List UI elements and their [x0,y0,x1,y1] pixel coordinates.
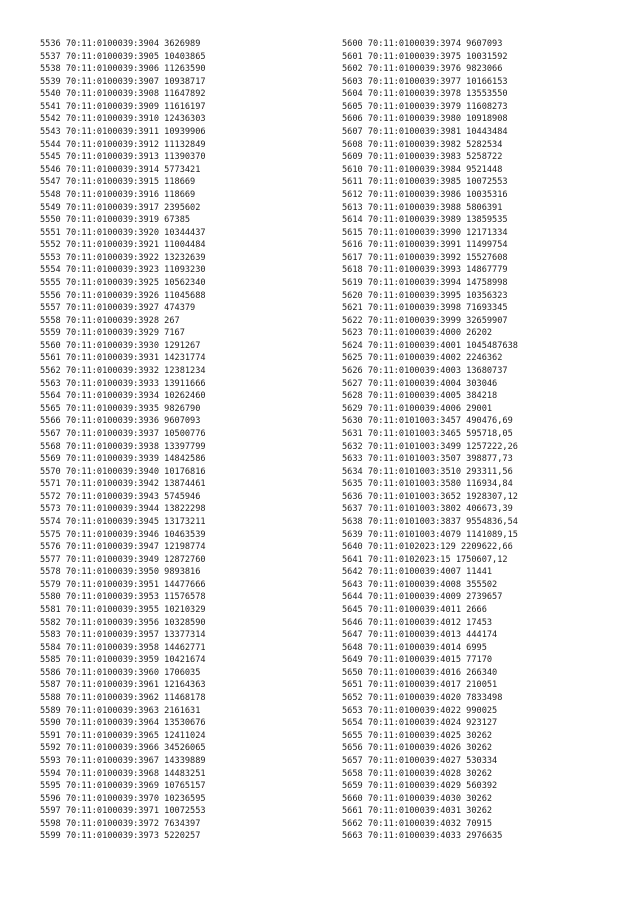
record-row: 5656 70:11:0100039:4026 30262 [342,743,493,754]
record-row: 5614 70:11:0100039:3989 13859535 [342,215,508,226]
record-row: 5571 70:11:0100039:3942 13874461 [40,479,206,490]
record-row: 5577 70:11:0100039:3949 12872760 [40,554,206,565]
record-row: 5542 70:11:0100039:3910 12436303 [40,114,206,125]
record-row: 5618 70:11:0100039:3993 14867779 [342,265,508,276]
record-row: 5628 70:11:0100039:4005 384218 [342,391,498,402]
record-row: 5651 70:11:0100039:4017 210051 [342,680,498,691]
record-row: 5554 70:11:0100039:3923 11093230 [40,265,206,276]
record-row: 5561 70:11:0100039:3931 14231774 [40,353,206,364]
record-row: 5619 70:11:0100039:3994 14758998 [342,277,508,288]
record-row: 5609 70:11:0100039:3983 5258722 [342,152,503,163]
record-row: 5544 70:11:0100039:3912 11132849 [40,139,206,150]
record-row: 5551 70:11:0100039:3920 10344437 [40,227,206,238]
record-row: 5598 70:11:0100039:3972 7634397 [40,818,201,829]
record-row: 5558 70:11:0100039:3928 267 [40,315,180,326]
record-row: 5655 70:11:0100039:4025 30262 [342,730,493,741]
record-row: 5594 70:11:0100039:3968 14483251 [40,768,206,779]
record-row: 5567 70:11:0100039:3937 10500776 [40,428,206,439]
record-row: 5539 70:11:0100039:3907 10938717 [40,76,206,87]
record-row: 5548 70:11:0100039:3916 118669 [40,189,196,200]
record-row: 5623 70:11:0100039:4000 26202 [342,328,493,339]
record-row: 5637 70:11:0101003:3802 406673,39 [342,504,513,515]
record-row: 5574 70:11:0100039:3945 13173211 [40,516,206,527]
record-row: 5584 70:11:0100039:3958 14462771 [40,642,206,653]
record-row: 5654 70:11:0100039:4024 923127 [342,718,498,729]
record-row: 5588 70:11:0100039:3962 11468178 [40,693,206,704]
record-row: 5652 70:11:0100039:4020 7833498 [342,693,503,704]
record-row: 5543 70:11:0100039:3911 10939906 [40,127,206,138]
record-row: 5562 70:11:0100039:3932 12381234 [40,366,206,377]
record-row: 5622 70:11:0100039:3999 32659907 [342,315,508,326]
record-row: 5547 70:11:0100039:3915 118669 [40,177,196,188]
record-row: 5566 70:11:0100039:3936 9607093 [40,416,201,427]
record-row: 5545 70:11:0100039:3913 11390370 [40,152,206,163]
record-row: 5649 70:11:0100039:4015 77170 [342,655,493,666]
record-row: 5540 70:11:0100039:3908 11647892 [40,89,206,100]
record-row: 5636 70:11:0101003:3652 1928307,12 [342,491,518,502]
record-row: 5658 70:11:0100039:4028 30262 [342,768,493,779]
record-row: 5553 70:11:0100039:3922 13232639 [40,252,206,263]
record-row: 5644 70:11:0100039:4009 2739657 [342,592,503,603]
record-row: 5647 70:11:0100039:4013 444174 [342,630,498,641]
record-row: 5608 70:11:0100039:3982 5282534 [342,139,503,150]
record-row: 5578 70:11:0100039:3950 9893816 [40,567,201,578]
record-row: 5663 70:11:0100039:4033 2976635 [342,831,503,842]
record-row: 5613 70:11:0100039:3988 5806391 [342,202,503,213]
record-row: 5645 70:11:0100039:4011 2666 [342,605,487,616]
record-row: 5576 70:11:0100039:3947 12198774 [40,542,206,553]
record-row: 5569 70:11:0100039:3939 14842586 [40,454,206,465]
record-row: 5600 70:11:0100039:3974 9607093 [342,39,503,49]
record-row: 5573 70:11:0100039:3944 13822298 [40,504,206,515]
record-row: 5638 70:11:0101003:3837 9554836,54 [342,516,518,527]
record-row: 5621 70:11:0100039:3998 71693345 [342,303,508,314]
record-row: 5632 70:11:0101003:3499 1257222,26 [342,441,518,452]
record-row: 5580 70:11:0100039:3953 11576578 [40,592,206,603]
record-row: 5635 70:11:0101003:3580 116934,84 [342,479,513,490]
record-row: 5572 70:11:0100039:3943 5745946 [40,491,201,502]
right-column [342,38,518,843]
record-row: 5616 70:11:0100039:3991 11499754 [342,240,508,251]
record-row: 5617 70:11:0100039:3992 15527608 [342,252,508,263]
record-row: 5611 70:11:0100039:3985 10072553 [342,177,508,188]
record-row: 5603 70:11:0100039:3977 10166153 [342,76,508,87]
record-row: 5575 70:11:0100039:3946 10463539 [40,529,206,540]
record-row: 5589 70:11:0100039:3963 2161631 [40,705,201,716]
record-row: 5627 70:11:0100039:4004 303046 [342,378,498,389]
record-row: 5590 70:11:0100039:3964 13530676 [40,718,206,729]
record-row: 5585 70:11:0100039:3959 10421674 [40,655,206,666]
record-row: 5537 70:11:0100039:3905 10403865 [40,51,206,62]
record-row: 5634 70:11:0101003:3510 293311,56 [342,466,513,477]
record-row: 5630 70:11:0101003:3457 490476,69 [342,416,513,427]
record-row: 5625 70:11:0100039:4002 2246362 [342,353,503,364]
record-row: 5615 70:11:0100039:3990 12171334 [342,227,508,238]
record-row: 5610 70:11:0100039:3984 9521448 [342,164,503,175]
record-row: 5639 70:11:0101003:4079 1141089,15 [342,529,518,540]
record-row: 5560 70:11:0100039:3930 1291267 [40,340,201,351]
record-row: 5659 70:11:0100039:4029 560392 [342,781,498,792]
record-row: 5602 70:11:0100039:3976 9823066 [342,64,503,75]
record-row: 5642 70:11:0100039:4007 11441 [342,567,493,578]
record-row: 5648 70:11:0100039:4014 6995 [342,642,487,653]
record-row: 5563 70:11:0100039:3933 13911666 [40,378,206,389]
record-row: 5650 70:11:0100039:4016 266340 [342,667,498,678]
record-row: 5550 70:11:0100039:3919 67385 [40,215,191,226]
record-row: 5596 70:11:0100039:3970 10236595 [40,793,206,804]
record-row: 5570 70:11:0100039:3940 10176816 [40,466,206,477]
record-row: 5626 70:11:0100039:4003 13680737 [342,366,508,377]
record-row: 5587 70:11:0100039:3961 12164363 [40,680,206,691]
record-row: 5557 70:11:0100039:3927 474379 [40,303,196,314]
record-row: 5595 70:11:0100039:3969 10765157 [40,781,206,792]
record-row: 5559 70:11:0100039:3929 7167 [40,328,185,339]
record-row: 5646 70:11:0100039:4012 17453 [342,617,493,628]
record-row: 5606 70:11:0100039:3980 10918908 [342,114,508,125]
record-row: 5549 70:11:0100039:3917 2395602 [40,202,201,213]
record-row: 5592 70:11:0100039:3966 34526065 [40,743,206,754]
record-row: 5605 70:11:0100039:3979 11608273 [342,101,508,112]
record-row: 5586 70:11:0100039:3960 1706035 [40,667,201,678]
record-row: 5601 70:11:0100039:3975 10031592 [342,51,508,62]
record-row: 5607 70:11:0100039:3981 10443484 [342,127,508,138]
record-row: 5661 70:11:0100039:4031 30262 [342,806,493,817]
record-row: 5541 70:11:0100039:3909 11616197 [40,101,206,112]
record-row: 5538 70:11:0100039:3906 11263590 [40,64,206,75]
record-row: 5581 70:11:0100039:3955 10210329 [40,605,206,616]
record-row: 5633 70:11:0101003:3507 398877,73 [342,454,513,465]
record-row: 5662 70:11:0100039:4032 70915 [342,818,493,829]
record-row: 5564 70:11:0100039:3934 10262460 [40,391,206,402]
record-row: 5579 70:11:0100039:3951 14477666 [40,579,206,590]
record-row: 5620 70:11:0100039:3995 10356323 [342,290,508,301]
record-row: 5582 70:11:0100039:3956 10328590 [40,617,206,628]
record-row: 5593 70:11:0100039:3967 14339889 [40,755,206,766]
record-row: 5657 70:11:0100039:4027 530334 [342,755,498,766]
record-row: 5629 70:11:0100039:4006 29001 [342,403,493,414]
record-row: 5640 70:11:0102023:129 2209622,66 [342,542,513,553]
record-row: 5612 70:11:0100039:3986 10035316 [342,189,508,200]
record-row: 5641 70:11:0102023:15 1750607,12 [342,554,508,565]
record-row: 5583 70:11:0100039:3957 13377314 [40,630,206,641]
record-row: 5536 70:11:0100039:3904 3626989 [40,39,201,49]
record-row: 5555 70:11:0100039:3925 10562340 [40,277,206,288]
record-row: 5631 70:11:0101003:3465 595718,05 [342,428,513,439]
left-column [40,38,206,843]
record-row: 5552 70:11:0100039:3921 11004484 [40,240,206,251]
record-row: 5653 70:11:0100039:4022 990025 [342,705,498,716]
record-row: 5591 70:11:0100039:3965 12411024 [40,730,206,741]
record-row: 5660 70:11:0100039:4030 30262 [342,793,493,804]
record-row: 5556 70:11:0100039:3926 11045688 [40,290,206,301]
record-row: 5546 70:11:0100039:3914 5773421 [40,164,201,175]
record-row: 5643 70:11:0100039:4008 355502 [342,579,498,590]
record-row: 5599 70:11:0100039:3973 5220257 [40,831,201,842]
record-row: 5565 70:11:0100039:3935 9826790 [40,403,201,414]
record-row: 5568 70:11:0100039:3938 13397799 [40,441,206,452]
record-row: 5604 70:11:0100039:3978 13553550 [342,89,508,100]
record-row: 5597 70:11:0100039:3971 10072553 [40,806,206,817]
record-row: 5624 70:11:0100039:4001 1045487638 [342,340,518,351]
